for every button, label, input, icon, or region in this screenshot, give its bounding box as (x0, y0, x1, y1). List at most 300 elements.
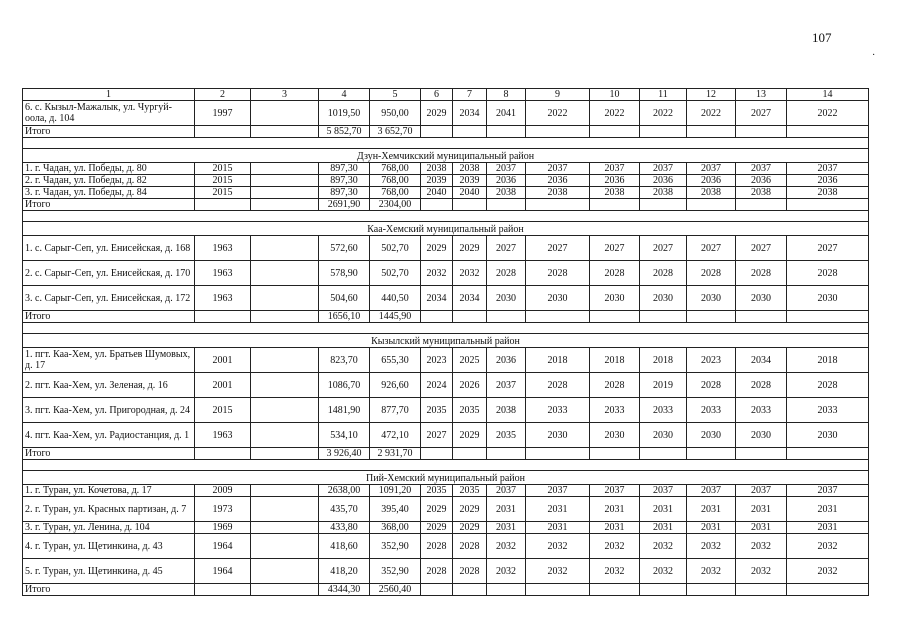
empty-cell (526, 126, 590, 138)
spacer-row (23, 138, 869, 149)
value-cell: 2022 (687, 101, 736, 126)
value-cell: 2022 (787, 101, 869, 126)
value-cell: 2031 (736, 522, 787, 534)
empty-cell (590, 311, 640, 323)
value-cell: 2034 (736, 348, 787, 373)
value-cell: 2032 (526, 534, 590, 559)
value-cell: 2035 (487, 423, 526, 448)
empty-cell (687, 126, 736, 138)
value-cell: 2041 (487, 101, 526, 126)
value-cell: 2018 (787, 348, 869, 373)
value-cell (251, 175, 319, 187)
value-cell: 2001 (195, 348, 251, 373)
value-cell: 572,60 (319, 236, 370, 261)
table-row (23, 175, 869, 187)
value-cell: 2039 (421, 175, 453, 187)
value-cell: 2033 (590, 398, 640, 423)
empty-cell (736, 584, 787, 596)
address-cell: 3. г. Туран, ул. Ленина, д. 104 (23, 522, 195, 534)
value-cell: 2037 (590, 485, 640, 497)
value-cell: 2037 (687, 485, 736, 497)
value-cell: 2032 (453, 261, 487, 286)
value-cell: 2030 (640, 286, 687, 311)
value-cell (251, 522, 319, 534)
value-cell: 2028 (453, 534, 487, 559)
empty-cell (640, 448, 687, 460)
address-cell: 1. пгт. Каа-Хем, ул. Братьев Шумовых, д. 17 (23, 348, 195, 373)
address-cell: 1. с. Сарыг-Сеп, ул. Енисейская, д. 168 (23, 236, 195, 261)
empty-cell (421, 126, 453, 138)
value-cell (251, 373, 319, 398)
district-title: Каа-Хемский муниципальный район (23, 222, 869, 236)
address-cell: 2. г. Туран, ул. Красных партизан, д. 7 (23, 497, 195, 522)
value-cell: 2030 (487, 286, 526, 311)
value-cell: 2040 (453, 187, 487, 199)
value-cell: 2025 (453, 348, 487, 373)
value-cell: 2027 (640, 236, 687, 261)
total-living-area-cell: 2 931,70 (370, 448, 421, 460)
column-header: 4 (319, 89, 370, 101)
value-cell: 2040 (421, 187, 453, 199)
value-cell: 768,00 (370, 163, 421, 175)
value-cell: 2015 (195, 187, 251, 199)
value-cell: 2028 (590, 373, 640, 398)
value-cell: 823,70 (319, 348, 370, 373)
value-cell: 472,10 (370, 423, 421, 448)
value-cell: 440,50 (370, 286, 421, 311)
value-cell (251, 423, 319, 448)
empty-cell (487, 126, 526, 138)
column-header: 6 (421, 89, 453, 101)
column-header: 13 (736, 89, 787, 101)
empty-cell (787, 311, 869, 323)
value-cell: 2039 (453, 175, 487, 187)
value-cell: 2027 (687, 236, 736, 261)
total-label: Итого (23, 199, 195, 211)
value-cell: 2030 (736, 423, 787, 448)
address-cell: 6. с. Кызыл-Мажалык, ул. Чургуй-оола, д. 104 (23, 101, 195, 126)
value-cell: 2036 (640, 175, 687, 187)
value-cell: 2035 (421, 398, 453, 423)
value-cell: 2032 (487, 534, 526, 559)
value-cell: 2034 (453, 286, 487, 311)
value-cell: 2027 (487, 236, 526, 261)
empty-cell (590, 199, 640, 211)
value-cell: 2028 (487, 261, 526, 286)
value-cell: 2037 (526, 485, 590, 497)
empty-cell (251, 126, 319, 138)
empty-cell (195, 448, 251, 460)
address-cell: 2. г. Чадан, ул. Победы, д. 82 (23, 175, 195, 187)
empty-cell (421, 448, 453, 460)
value-cell: 395,40 (370, 497, 421, 522)
value-cell: 2037 (526, 163, 590, 175)
value-cell: 578,90 (319, 261, 370, 286)
value-cell: 768,00 (370, 187, 421, 199)
value-cell: 2026 (453, 373, 487, 398)
value-cell: 2033 (736, 398, 787, 423)
district-row (23, 149, 869, 163)
value-cell: 2030 (590, 286, 640, 311)
value-cell: 502,70 (370, 261, 421, 286)
value-cell: 2027 (736, 236, 787, 261)
value-cell (251, 348, 319, 373)
value-cell: 2032 (687, 559, 736, 584)
value-cell: 2027 (736, 101, 787, 126)
address-cell: 1. г. Чадан, ул. Победы, д. 80 (23, 163, 195, 175)
value-cell (251, 534, 319, 559)
value-cell: 2027 (590, 236, 640, 261)
value-cell: 2037 (487, 163, 526, 175)
address-cell: 3. с. Сарыг-Сеп, ул. Енисейская, д. 172 (23, 286, 195, 311)
value-cell: 1969 (195, 522, 251, 534)
empty-cell (453, 584, 487, 596)
empty-cell (736, 126, 787, 138)
column-header: 8 (487, 89, 526, 101)
value-cell: 768,00 (370, 175, 421, 187)
value-cell: 2034 (453, 101, 487, 126)
value-cell: 435,70 (319, 497, 370, 522)
address-cell: 5. г. Туран, ул. Щетинкина, д. 45 (23, 559, 195, 584)
value-cell: 2037 (640, 485, 687, 497)
empty-cell (453, 199, 487, 211)
value-cell: 1964 (195, 534, 251, 559)
empty-cell (787, 584, 869, 596)
address-cell: 4. г. Туран, ул. Щетинкина, д. 43 (23, 534, 195, 559)
value-cell: 2031 (687, 497, 736, 522)
empty-cell (487, 199, 526, 211)
address-cell: 1. г. Туран, ул. Кочетова, д. 17 (23, 485, 195, 497)
value-cell (251, 485, 319, 497)
value-cell: 1481,90 (319, 398, 370, 423)
value-cell: 2036 (487, 348, 526, 373)
value-cell: 2028 (787, 373, 869, 398)
district-row (23, 334, 869, 348)
table-row (23, 261, 869, 286)
empty-cell (787, 126, 869, 138)
value-cell: 2036 (736, 175, 787, 187)
value-cell: 2036 (687, 175, 736, 187)
value-cell: 2018 (640, 348, 687, 373)
spacer-row (23, 323, 869, 334)
value-cell: 1091,20 (370, 485, 421, 497)
value-cell: 2032 (787, 559, 869, 584)
value-cell: 2028 (526, 261, 590, 286)
value-cell: 2036 (590, 175, 640, 187)
table-row (23, 373, 869, 398)
page-number: 107 (812, 30, 832, 45)
empty-cell (590, 448, 640, 460)
total-area-cell: 4344,30 (319, 584, 370, 596)
value-cell: 655,30 (370, 348, 421, 373)
value-cell: 2031 (787, 497, 869, 522)
spacer-row (23, 211, 869, 222)
value-cell: 2037 (687, 163, 736, 175)
address-cell: 4. пгт. Каа-Хем, ул. Радиостанция, д. 1 (23, 423, 195, 448)
value-cell: 2037 (736, 163, 787, 175)
value-cell: 2038 (421, 163, 453, 175)
value-cell: 2038 (590, 187, 640, 199)
empty-cell (251, 584, 319, 596)
empty-cell (487, 448, 526, 460)
value-cell: 2038 (526, 187, 590, 199)
value-cell: 2030 (736, 286, 787, 311)
column-header: 2 (195, 89, 251, 101)
value-cell: 2037 (640, 163, 687, 175)
table-row (23, 236, 869, 261)
value-cell: 2029 (421, 236, 453, 261)
value-cell: 2038 (736, 187, 787, 199)
value-cell: 2028 (640, 261, 687, 286)
empty-cell (787, 448, 869, 460)
value-cell: 2036 (526, 175, 590, 187)
value-cell: 2035 (421, 485, 453, 497)
value-cell: 2030 (640, 423, 687, 448)
value-cell (251, 559, 319, 584)
value-cell: 352,90 (370, 534, 421, 559)
value-cell: 2033 (687, 398, 736, 423)
corner-mark: · (872, 50, 876, 61)
value-cell: 2030 (687, 286, 736, 311)
value-cell: 1963 (195, 236, 251, 261)
total-living-area-cell: 3 652,70 (370, 126, 421, 138)
value-cell: 2031 (526, 497, 590, 522)
column-header: 12 (687, 89, 736, 101)
total-label: Итого (23, 448, 195, 460)
district-row (23, 471, 869, 485)
column-header: 11 (640, 89, 687, 101)
value-cell: 2030 (526, 423, 590, 448)
value-cell: 2037 (787, 485, 869, 497)
value-cell: 2028 (736, 373, 787, 398)
value-cell: 2032 (736, 534, 787, 559)
empty-cell (736, 448, 787, 460)
value-cell: 418,60 (319, 534, 370, 559)
value-cell: 2028 (687, 261, 736, 286)
value-cell: 2015 (195, 398, 251, 423)
header-row (23, 89, 869, 101)
value-cell (251, 286, 319, 311)
value-cell: 418,20 (319, 559, 370, 584)
value-cell: 2031 (640, 522, 687, 534)
value-cell: 352,90 (370, 559, 421, 584)
empty-cell (736, 311, 787, 323)
total-area-cell: 3 926,40 (319, 448, 370, 460)
empty-cell (787, 199, 869, 211)
address-cell: 2. с. Сарыг-Сеп, ул. Енисейская, д. 170 (23, 261, 195, 286)
empty-cell (195, 311, 251, 323)
value-cell: 502,70 (370, 236, 421, 261)
empty-cell (640, 311, 687, 323)
value-cell: 1019,50 (319, 101, 370, 126)
value-cell (251, 261, 319, 286)
column-header: 7 (453, 89, 487, 101)
value-cell: 2029 (453, 497, 487, 522)
value-cell: 2019 (640, 373, 687, 398)
column-header: 3 (251, 89, 319, 101)
value-cell: 2023 (687, 348, 736, 373)
value-cell: 2022 (590, 101, 640, 126)
value-cell: 2032 (687, 534, 736, 559)
value-cell: 2029 (421, 522, 453, 534)
spacer-cell (23, 323, 869, 334)
value-cell: 2022 (526, 101, 590, 126)
value-cell: 368,00 (370, 522, 421, 534)
total-label: Итого (23, 126, 195, 138)
total-area-cell: 1656,10 (319, 311, 370, 323)
value-cell: 2029 (453, 236, 487, 261)
value-cell: 2036 (487, 175, 526, 187)
value-cell: 2023 (421, 348, 453, 373)
value-cell: 2037 (736, 485, 787, 497)
district-title: Пий-Хемский муниципальный район (23, 471, 869, 485)
column-header: 14 (787, 89, 869, 101)
value-cell: 2037 (487, 485, 526, 497)
value-cell: 2032 (421, 261, 453, 286)
spacer-cell (23, 460, 869, 471)
value-cell: 1086,70 (319, 373, 370, 398)
table-row (23, 163, 869, 175)
value-cell: 2032 (736, 559, 787, 584)
value-cell: 2030 (687, 423, 736, 448)
empty-cell (195, 199, 251, 211)
total-row (23, 448, 869, 460)
value-cell (251, 398, 319, 423)
value-cell: 2031 (590, 522, 640, 534)
empty-cell (687, 584, 736, 596)
value-cell: 2029 (453, 522, 487, 534)
empty-cell (640, 584, 687, 596)
value-cell: 2038 (487, 187, 526, 199)
total-area-cell: 5 852,70 (319, 126, 370, 138)
total-row (23, 199, 869, 211)
table-row (23, 559, 869, 584)
total-row (23, 126, 869, 138)
spacer-row (23, 460, 869, 471)
empty-cell (526, 199, 590, 211)
value-cell: 2031 (640, 497, 687, 522)
value-cell: 2038 (640, 187, 687, 199)
value-cell: 2027 (787, 236, 869, 261)
table-row (23, 423, 869, 448)
value-cell: 2036 (787, 175, 869, 187)
spacer-cell (23, 211, 869, 222)
table-row (23, 522, 869, 534)
address-cell: 2. пгт. Каа-Хем, ул. Зеленая, д. 16 (23, 373, 195, 398)
empty-cell (590, 584, 640, 596)
value-cell: 2015 (195, 175, 251, 187)
value-cell: 2030 (526, 286, 590, 311)
empty-cell (251, 311, 319, 323)
empty-cell (687, 311, 736, 323)
empty-cell (590, 126, 640, 138)
value-cell: 2031 (787, 522, 869, 534)
total-row (23, 584, 869, 596)
district-title: Кызылский муниципальный район (23, 334, 869, 348)
empty-cell (421, 199, 453, 211)
value-cell: 897,30 (319, 175, 370, 187)
value-cell: 2031 (687, 522, 736, 534)
value-cell: 433,80 (319, 522, 370, 534)
value-cell: 2638,00 (319, 485, 370, 497)
value-cell: 2034 (421, 286, 453, 311)
value-cell: 2018 (526, 348, 590, 373)
value-cell: 2028 (736, 261, 787, 286)
value-cell: 2030 (590, 423, 640, 448)
address-cell: 3. пгт. Каа-Хем, ул. Пригородная, д. 24 (23, 398, 195, 423)
empty-cell (526, 311, 590, 323)
value-cell: 2037 (487, 373, 526, 398)
empty-cell (195, 584, 251, 596)
value-cell: 2029 (453, 423, 487, 448)
value-cell: 2027 (526, 236, 590, 261)
value-cell: 877,70 (370, 398, 421, 423)
column-header: 5 (370, 89, 421, 101)
total-label: Итого (23, 311, 195, 323)
value-cell: 1973 (195, 497, 251, 522)
value-cell: 2035 (453, 398, 487, 423)
district-row (23, 222, 869, 236)
table-row (23, 497, 869, 522)
value-cell: 2038 (487, 398, 526, 423)
empty-cell (453, 311, 487, 323)
value-cell: 2035 (453, 485, 487, 497)
value-cell: 2024 (421, 373, 453, 398)
value-cell: 2029 (421, 101, 453, 126)
value-cell: 2038 (787, 187, 869, 199)
value-cell: 926,60 (370, 373, 421, 398)
value-cell: 2027 (421, 423, 453, 448)
value-cell: 2031 (487, 522, 526, 534)
empty-cell (640, 126, 687, 138)
value-cell (251, 497, 319, 522)
value-cell: 2033 (787, 398, 869, 423)
value-cell: 2037 (787, 163, 869, 175)
value-cell: 2031 (590, 497, 640, 522)
value-cell: 2029 (421, 497, 453, 522)
table-row (23, 101, 869, 126)
total-row (23, 311, 869, 323)
empty-cell (487, 584, 526, 596)
value-cell: 2031 (487, 497, 526, 522)
value-cell (251, 163, 319, 175)
empty-cell (487, 311, 526, 323)
value-cell: 1964 (195, 559, 251, 584)
total-living-area-cell: 2560,40 (370, 584, 421, 596)
value-cell: 2028 (421, 534, 453, 559)
value-cell: 2038 (453, 163, 487, 175)
value-cell: 2032 (487, 559, 526, 584)
value-cell: 2032 (590, 559, 640, 584)
value-cell: 2032 (787, 534, 869, 559)
address-cell: 3. г. Чадан, ул. Победы, д. 84 (23, 187, 195, 199)
value-cell: 950,00 (370, 101, 421, 126)
column-header: 1 (23, 89, 195, 101)
column-header: 10 (590, 89, 640, 101)
total-living-area-cell: 2304,00 (370, 199, 421, 211)
total-label: Итого (23, 584, 195, 596)
value-cell: 2028 (421, 559, 453, 584)
value-cell: 2028 (687, 373, 736, 398)
empty-cell (251, 448, 319, 460)
empty-cell (453, 448, 487, 460)
total-living-area-cell: 1445,90 (370, 311, 421, 323)
value-cell: 2030 (787, 286, 869, 311)
table-row (23, 286, 869, 311)
value-cell: 2033 (526, 398, 590, 423)
empty-cell (526, 448, 590, 460)
value-cell: 534,10 (319, 423, 370, 448)
